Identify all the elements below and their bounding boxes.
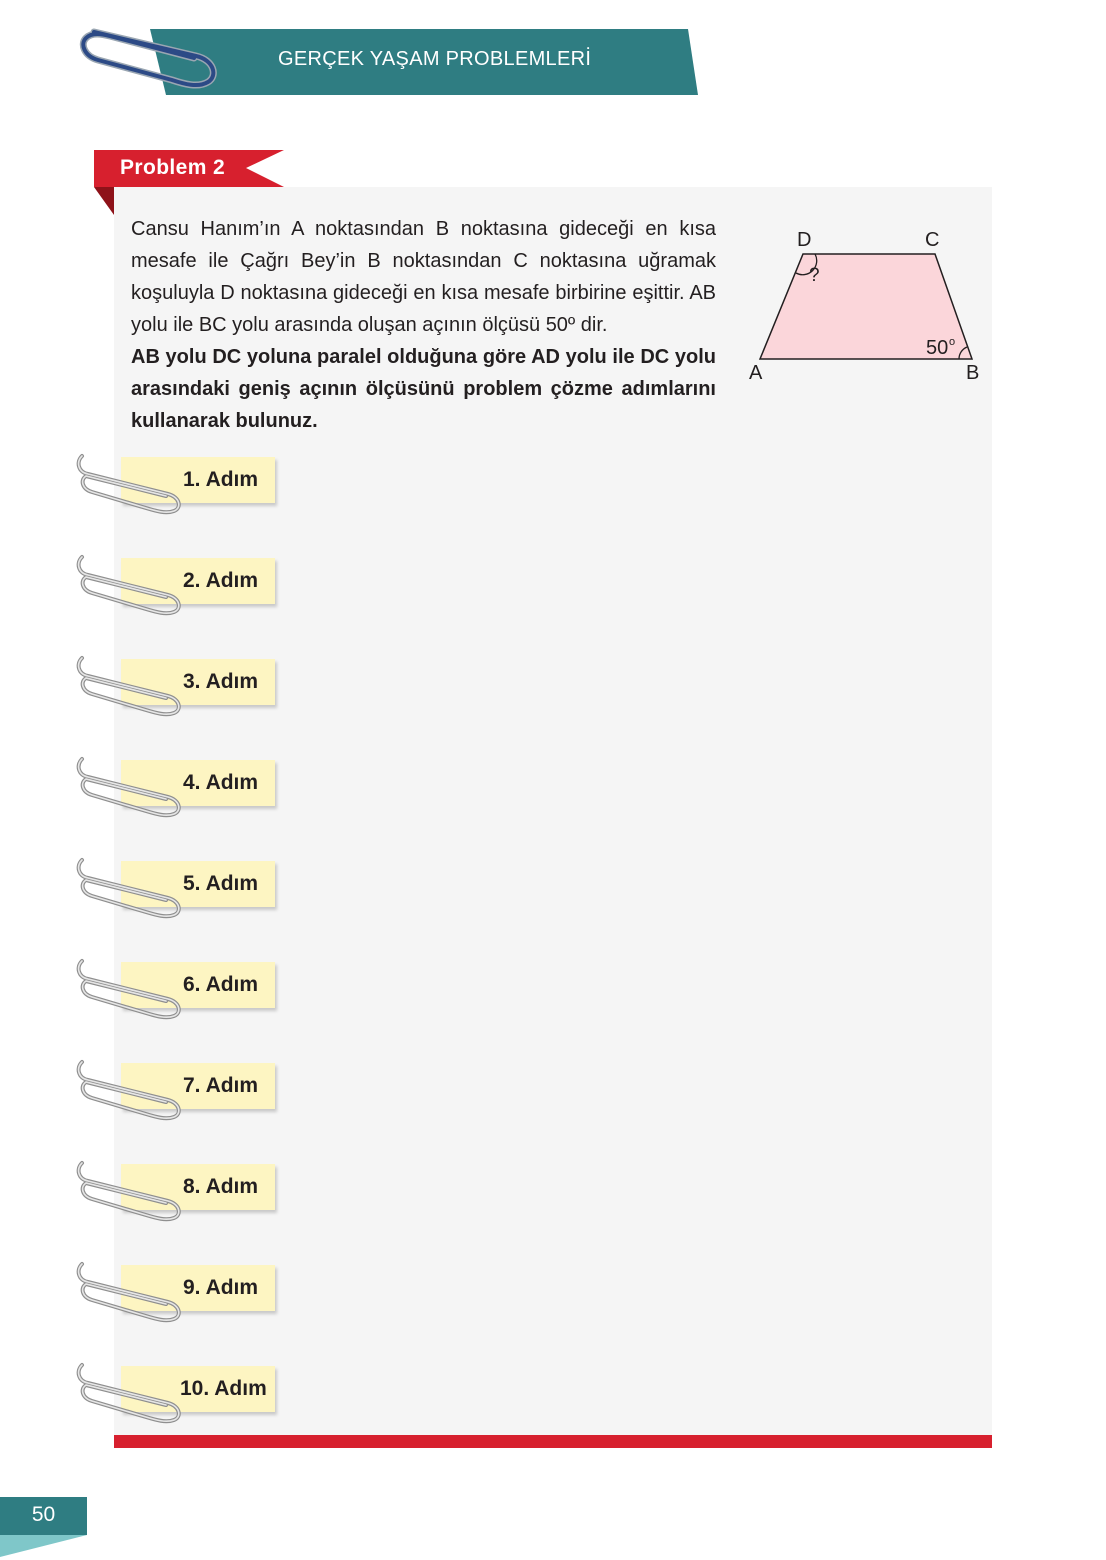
page-number-tail — [0, 1535, 87, 1557]
step-note — [76, 760, 286, 820]
step-note — [76, 558, 286, 618]
step-label: 5. Adım — [183, 872, 259, 895]
problem-statement — [131, 213, 716, 437]
step-note — [76, 457, 286, 517]
paperclip-icon — [76, 1054, 186, 1126]
page-number: 50 — [31, 1503, 56, 1526]
step-label: 8. Adım — [183, 1175, 259, 1198]
step-label: 10. Adım — [180, 1377, 267, 1400]
paperclip-icon — [76, 852, 186, 924]
step-note — [76, 659, 286, 719]
unknown-angle-label: ? — [809, 265, 820, 286]
paperclip-icon — [76, 549, 186, 621]
step-note — [76, 1366, 286, 1426]
step-label: 2. Adım — [183, 569, 259, 592]
degree-sign: o — [949, 336, 956, 348]
paperclip-icon — [76, 448, 186, 520]
vertex-label-d: D — [797, 229, 812, 251]
step-note — [76, 1063, 286, 1123]
paperclip-icon — [76, 650, 186, 722]
paperclip-icon — [76, 1256, 186, 1328]
known-angle-label: 50 — [926, 337, 949, 359]
vertex-label-b: B — [966, 362, 980, 384]
step-label: 9. Adım — [183, 1276, 259, 1299]
problem-tag-fold — [94, 187, 114, 215]
paperclip-icon — [76, 24, 221, 94]
paperclip-icon — [76, 953, 186, 1025]
bottom-red-bar — [114, 1435, 992, 1448]
paperclip-icon — [76, 1357, 186, 1429]
paperclip-icon — [76, 1155, 186, 1227]
step-note — [76, 861, 286, 921]
step-label: 4. Adım — [183, 771, 259, 794]
paperclip-icon — [76, 751, 186, 823]
vertex-label-c: C — [925, 229, 940, 251]
step-note — [76, 962, 286, 1022]
step-label: 1. Adım — [183, 468, 259, 491]
problem-text: Cansu Hanım’ın A noktasından B noktasına gideceği en kısa mesafe ile Çağrı Bey’in B noktasından C noktasına uğramak koşuluyla D noktasına gideceği en kısa mesafe birbirine eşittir. AB yolu ile BC yolu arasında oluşan açının ölçüsü 50º dir. — [131, 218, 716, 336]
step-label: 6. Adım — [183, 973, 259, 996]
trapezoid-figure — [745, 225, 995, 390]
step-label: 3. Adım — [183, 670, 259, 693]
step-label: 7. Adım — [183, 1074, 259, 1097]
step-note — [76, 1164, 286, 1224]
step-note — [76, 1265, 286, 1325]
problem-question: AB yolu DC yoluna paralel olduğuna göre AD yolu ile DC yolu arasındaki geniş açının ölçüsünü problem çözme adımlarını kullanarak bulunuz. — [131, 346, 716, 432]
vertex-label-a: A — [749, 362, 763, 384]
problem-tag-label: Problem 2 — [120, 156, 226, 179]
page-header-title: GERÇEK YAŞAM PROBLEMLERİ — [278, 48, 592, 70]
